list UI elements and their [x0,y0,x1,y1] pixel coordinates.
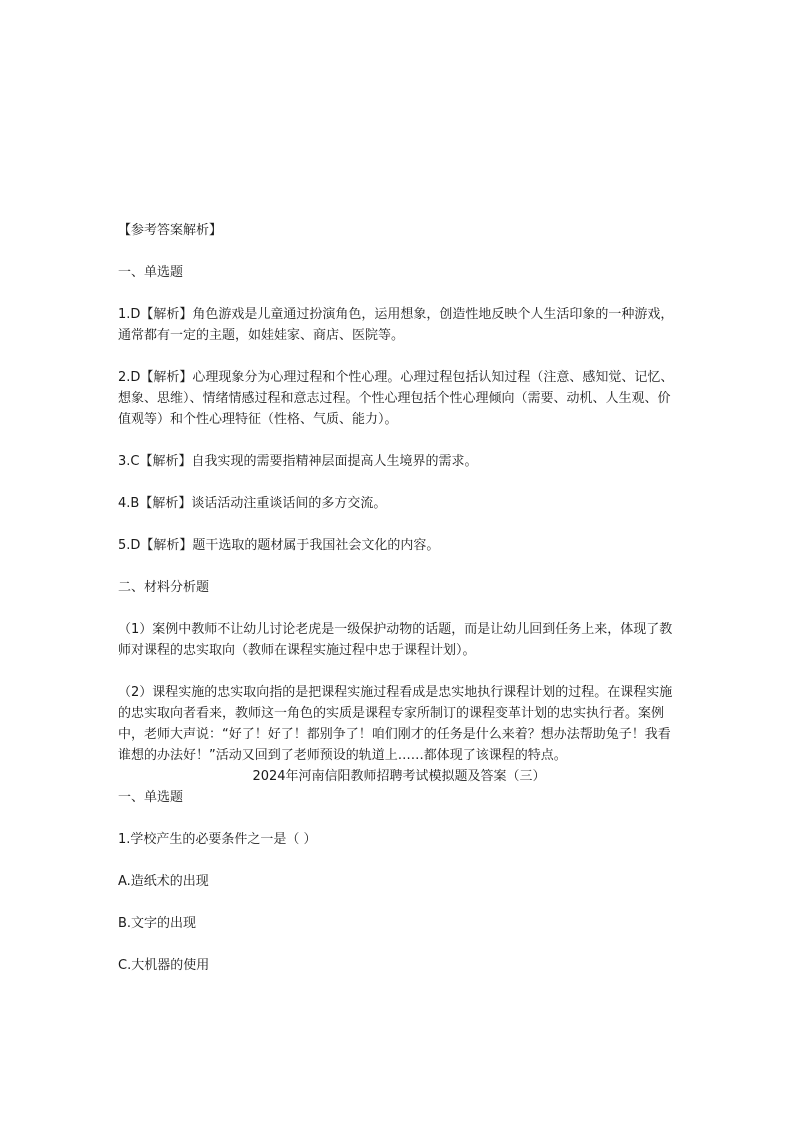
answer-item-2: 2.D【解析】心理现象分为心理过程和个性心理。心理过程包括认知过程（注意、感知觉、记忆、想象、思维）、情绪情感过程和意志过程。个性心理包括个性心理倾向（需要、动机、人生观、价值观等）和个性心理特征（性格、气质、能力）。 [118,370,674,427]
question-1: 1.学校产生的必要条件之一是（ ） [118,832,317,847]
document-page [118,220,680,976]
answer-item-5: 5.D【解析】题干选取的题材属于我国社会文化的内容。 [118,538,440,553]
answer-item-4: 4.B【解析】谈话活动注重谈话间的多方交流。 [118,496,387,511]
exam-title: 2024年河南信阳教师招聘考试模拟题及答案（三） [252,769,546,784]
option-b: B.文字的出现 [118,916,197,931]
answer-heading: 【参考答案解析】 [118,223,223,238]
option-c: C.大机器的使用 [118,958,210,973]
section-heading-material-analysis: 二、材料分析题 [118,580,210,595]
analysis-paragraph-1: （1）案例中教师不让幼儿讨论老虎是一级保护动物的话题，而是让幼儿回到任务上来，体现了教师对课程的忠实取向（教师在课程实施过程中忠于课程计划）。 [118,622,673,658]
answer-item-1: 1.D【解析】角色游戏是儿童通过扮演角色，运用想象，创造性地反映个人生活印象的一种游戏，通常都有一定的主题，如娃娃家、商店、医院等。 [118,307,674,343]
exam-section-heading: 一、单选题 [118,790,184,805]
section-heading-single-choice: 一、单选题 [118,265,184,280]
answer-item-3: 3.C【解析】自我实现的需要指精神层面提高人生境界的需求。 [118,454,478,469]
analysis-paragraph-2: （2）课程实施的忠实取向指的是把课程实施过程看成是忠实地执行课程计划的过程。在课程实施的忠实取向者看来，教师这一角色的实质是课程专家所制订的课程变革计划的忠实执行者。案例中，老师大声说：“好了！好了！都别争了！咱们刚才的任务是什么来着？想办法帮助兔子！我看谁想的办法好！”活动又回到了老师预设的轨道上……都体现了该课程的特点。 [118,685,673,763]
option-a: A.造纸术的出现 [118,874,209,889]
